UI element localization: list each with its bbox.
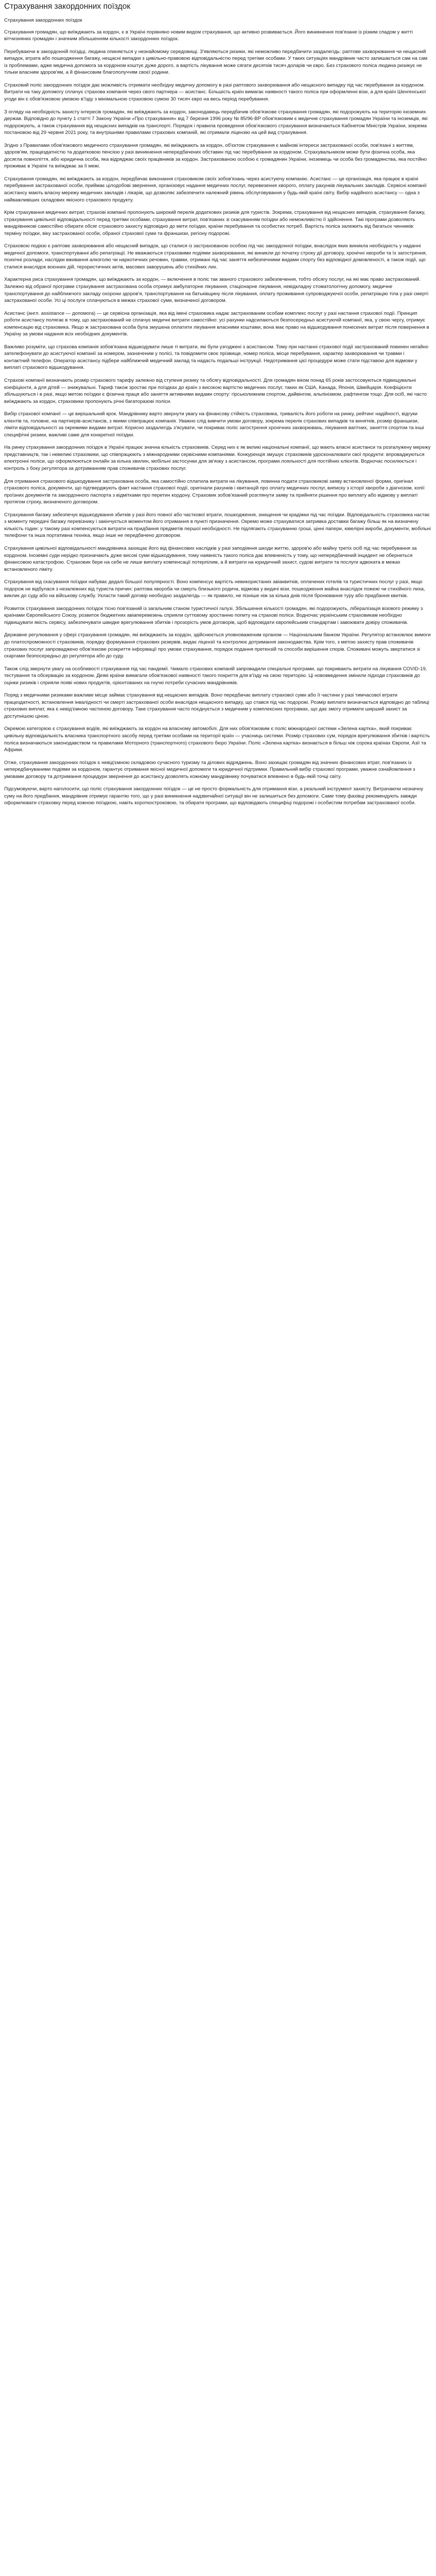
paragraph: Страхові компанії визначають розмір страхового тарифу залежно від ступеня ризику та обсягу відповідальності. Для громадян віком понад 65 років застосовуються підвищувальні коефіцієнти, а для дітей — знижувальні. Тариф також зростає при поїздках до країн з високою вартістю медичних послуг, таких як США, Канада, Японія, Швейцарія. Коефіцієнти збільшуються і в разі, якщо метою поїздки є фізична праця або заняття активними видами спорту: гірськолижним спортом, дайвінгом, альпінізмом, рафтингом тощо. Для осіб, які часто виїжджають за кордон, страховики пропонують річні багаторазові поліси. bbox=[4, 378, 427, 404]
article-body bbox=[4, 29, 431, 807]
paragraph: Перебуваючи в закордонній поїздці, людина опиняється у незнайомому середовищі. З'являються ризики, які неможливо передбачити заздалегідь: раптове захворювання чи нещасний випадок, втрата або пошкодження багажу, нещасні випадки з цивільно-правовою відповідальністю перед третіми особами. У таких ситуаціях мандрівник часто залишається сам на сам із проблемами, адже медична допомога за кордоном коштує дуже дорого, а вартість лікування може сягати десятків тисяч доларів чи євро. Без страхового поліса людина ризикує не тільки власним здоров'ям, а й фінансовим благополуччям своєї родини. bbox=[4, 48, 428, 76]
paragraph: Підсумовуючи, варто наголосити, що поліс страхування закордонних поїздок — це не просто формальність для отримання візи, а реальний інструмент захисту. Витрачаючи незначну суму на його придбання, мандрівник отримує гарантію того, що у разі виникнення надзвичайної ситуації він не залишиться без допомоги. Саме тому фахівці рекомендують завжди оформлювати страховку перед кожною поїздкою, навіть короткостроковою, та обирати програми, що відповідають специфіці подорожі і особистим потребам застрахованої особи. bbox=[4, 786, 424, 806]
subtitle: Страхування закордонних поїздок bbox=[4, 18, 82, 23]
paragraph: Поряд з медичними ризиками важливе місце займає страхування від нещасних випадків. Воно передбачає виплату страхової суми або її частини у разі тимчасової втрати працездатності, встановлення інвалідності чи смерті застрахованої особи внаслідок нещасного випадку, що стався під час подорожі. Розмір виплати визначається відповідно до таблиці страхових виплат, яка є невід'ємною частиною договору. Таке страхування часто поєднується з медичним у комплексних програмах, що дає змогу отримати ширший захист за доступнішою ціною. bbox=[4, 692, 429, 719]
paragraph: Характерна риса страхування громадян, що виїжджають за кордон, — включення в поліс так званого страхового забезпечення, тобто обсягу послуг, на які має право застрахований. Залежно від обраної програми страхування застрахована особа отримує амбулаторне лікування, стаціонарне лікування, невідкладну стоматологічну допомогу, медичне транспортування до найближчого закладу охорони здоров'я, транспортування на батьківщину після лікування, оплату проживання супроводжуючої особи, репатріацію тіла у разі смерті застрахованої особи. Усі ці послуги сплачуються в межах страхової суми, визначеної договором. bbox=[4, 277, 429, 304]
paragraph: Державне регулювання у сфері страхування громадян, які виїжджають за кордон, здійснюється уповноваженим органом — Національним банком України. Регулятор встановлює вимоги до платоспроможності страховиків, порядку формування страхових резервів, видає ліцензії та контролює дотримання законодавства. Крім того, з метою захисту прав споживачів страхових послуг запроваджено обов'язкове розкриття інформації про умови страхування, порядок подання претензій та способи вирішення спорів. Споживачі можуть звертатися зі скаргами безпосередньо до регулятора або до суду. bbox=[4, 632, 431, 659]
paragraph: Також слід звернути увагу на особливості страхування під час пандемії. Чимало страхових компаній запровадили спеціальні програми, що покривають витрати на лікування COVID-19, тестування та обсервацію за кордоном. Деякі країни вимагали обов'язкової наявності такого покриття для в'їзду на свою територію. Ці нововведення змінили підходи страховиків до оцінки ризиків і сприяли появі нових продуктів, орієнтованих на гнучкі потреби сучасних мандрівників. bbox=[4, 666, 427, 686]
paragraph: На ринку страхування закордонних поїздок в Україні працює значна кількість страховиків. Серед них є як великі національні компанії, що мають власні асистанси та розгалужену мережу представництв, так і невеликі страховики, що співпрацюють з міжнародними сервісними компаніями. Конкуренція змушує страховиків удосконалювати свої продукти: впроваджуються електронні поліси, що оформлюються онлайн за кілька хвилин, мобільні застосунки для зв'язку з асистансом, програми лояльності для постійних клієнтів. Водночас посилюється і контроль з боку регулятора за дотриманням прав споживачів страхових послуг. bbox=[4, 445, 431, 472]
paragraph: Страхування багажу забезпечує відшкодування збитків у разі його повної або часткової втрати, пошкодження, знищення чи крадіжки під час поїздки. Відповідальність страховика настає з моменту передачі багажу перевізнику і закінчується моментом його отримання в пункті призначення. Окремо може страхуватися затримка доставки багажу більш як на визначену кількість годин: у такому разі компенсуються витрати на придбання предметів першої необхідності. Не підлягають страхуванню гроші, цінні папери, ювелірні вироби, документи, мобільні телефони та інша портативна техніка, якщо інше не передбачено договором. bbox=[4, 512, 431, 539]
paragraph: Розвиток страхування закордонних поїздок тісно пов'язаний із загальним станом туристичної галузі. Збільшення кількості громадян, які подорожують, лібералізація візового режиму з країнами Європейського Союзу, розвиток бюджетних авіаперевезень сприяли суттєвому зростанню попиту на страхові поліси. Водночас українським страховикам необхідно підвищувати якість сервісу, забезпечувати швидке врегулювання збитків і прозорість умов договорів, щоб відповідати європейським стандартам і завоювати довіру споживачів. bbox=[4, 605, 423, 625]
paragraph: Страхування від скасування поїздки набуває дедалі більшої популярності. Воно компенсує вартість невикористаних авіаквитків, оплачених готелів та туристичних послуг у разі, якщо подорож не відбулася з незалежних від туриста причин: раптова хвороба чи смерть близького родича, відмова у видачі візи, пошкодження майна внаслідок пожежі чи стихійного лиха, виклик до суду або на військову службу. Укласти такий договір необхідно заздалегідь — як правило, не пізніше ніж за кілька днів після бронювання туру або придбання квитків. bbox=[4, 579, 425, 599]
paragraph: З огляду на необхідність захисту інтересів громадян, які виїжджають за кордон, законодавець передбачив обов'язкове страхування громадян, які подорожують на територію іноземних держав. Відповідно до пункту 1 статті 7 Закону України «Про страхування» від 7 березня 1996 року № 85/96-ВР обов'язковим є медичне страхування громадян України та іноземців, які подорожують, а також страхування від нещасних випадків на транспорті. Порядок і правила проведення обов'язкового страхування визначаються Кабінетом Міністрів України, зокрема постановою від 29 червня 2021 року, та внутрішніми правилами страхових компаній, які отримали ліцензію на цей вид страхування. bbox=[4, 109, 428, 136]
paragraph: Важливо розуміти, що страхова компанія зобов'язана відшкодувати лише ті витрати, які були узгоджені з асистансом. Тому при настанні страхової події застрахований повинен негайно зателефонувати до асистуючої компанії за номером, зазначеним у полісі, та повідомити своє прізвище, номер поліса, місце перебування, характер захворювання чи травми і контактний телефон. Оператор асистансу підбере найближчий медичний заклад та надасть подальші інструкції. Недотримання цієї процедури може стати підставою для відмови у виплаті страхового відшкодування. bbox=[4, 344, 429, 371]
paragraph: Отже, страхування закордонних поїздок є невід'ємною складовою сучасного туризму та ділових відряджень. Воно захищає громадян від значних фінансових втрат, пов'язаних із непередбачуваними подіями за кордоном, гарантує отримання якісної медичної допомоги та юридичної підтримки. Правильний вибір страхової програми, уважне ознайомлення з умовами договору та дотримання процедури звернення до асистансу дозволять кожному мандрівнику почуватися впевнено в будь-якій точці світу. bbox=[4, 759, 415, 779]
page-title: Страхування закордонних поїздок bbox=[4, 2, 131, 11]
paragraph: Страхування цивільної відповідальності мандрівника захищає його від фінансових наслідків у разі заподіяння шкоди життю, здоров'ю або майну третіх осіб під час перебування за кордоном. Іноземні суди нерідко призначають дуже високі суми відшкодування, тому наявність такого поліса дає впевненість у тому, що непередбачений інцидент не обернеться фінансовою катастрофою. Страховик бере на себе не лише виплату компенсації потерпілим, а й витрати на юридичний захист, судові витрати та послуги адвоката в межах встановленого ліміту. bbox=[4, 545, 417, 572]
paragraph: Для отримання страхового відшкодування застрахована особа, яка самостійно сплатила витрати на лікування, повинна подати страховикові заяву встановленої форми, оригінал страхового поліса, документи, що підтверджують факт настання страхової події, оригінали рахунків і квитанцій про оплату медичних послуг, виписку з історії хвороби з діагнозом, копії проїзних документів та закордонного паспорта з відмітками про перетин кордону. Страховик зобов'язаний розглянути заяву та прийняти рішення про виплату або відмову у виплаті протягом строку, визначеного договором. bbox=[4, 478, 425, 505]
paragraph: Вибір страхової компанії — це вирішальний крок. Мандрівнику варто звернути увагу на фінансову стійкість страховика, тривалість його роботи на ринку, рейтинг надійності, відгуки клієнтів та, головне, на партнерів-асистансів, з якими співпрацює компанія. Уважно слід вивчити умови договору, зокрема перелік страхових випадків та винятків, розмір франшизи, ліміти відповідальності за окремими видами витрат. Корисно заздалегідь з'ясувати, чи покриває поліс загострення хронічних захворювань, лікування вагітних, заняття спортом та інші специфічні ризики, важливі саме для конкретної поїздки. bbox=[4, 411, 424, 438]
paragraph: Страхування громадян, які виїжджають за кордон, передбачає виконання страховиком своїх зобов'язань через асистуючу компанію. Асистанс — це організація, яка працює в країні перебування застрахованої особи, приймає цілодобові звернення, організовує надання медичних послуг, перевезення хворого, оплату рахунків лікувальних закладів. Сервісні компанії асистансу мають власну мережу медичних закладів і лікарів, що дозволяє забезпечити належний рівень обслуговування у будь-якій країні світу. Вибір надійного асистансу — одна з найважливіших складових якісного страхового продукту. bbox=[4, 176, 427, 203]
paragraph: Страховою подією є раптове захворювання або нещасний випадок, що сталися із застрахованою особою під час закордонної поїздки, внаслідок яких виникла необхідність у наданні медичної допомоги, транспортуванні або репатріації. Не вважаються страховими подіями захворювання, які виникли до початку строку дії договору, хронічні хвороби та їх загострення, психічні розлади, наслідки вживання алкоголю чи наркотичних речовин, травми, отримані під час заняття небезпечними видами спорту без відповідної домовленості, а також події, що сталися внаслідок воєнних дій, терористичних актів, масових заворушень або стихійних лих. bbox=[4, 243, 427, 270]
paragraph: Крім страхування медичних витрат, страхові компанії пропонують широкий перелік додаткових ризиків для туристів. Зокрема, страхування від нещасних випадків, страхування багажу, страхування цивільної відповідальності перед третіми особами, страхування витрат, пов'язаних зі скасуванням поїздки або неможливістю її здійснення. Такі програми дозволяють мандрівникові самостійно обирати обсяг страхового захисту відповідно до мети поїздки, країни перебування та особистих потреб. Вартість поліса залежить від багатьох чинників: терміну поїздки, віку застрахованої особи, обраної страхової суми та франшизи, регіону подорожі. bbox=[4, 210, 426, 236]
paragraph: Страхування громадян, що виїжджають за кордон, є в Україні порівняно новим видом страхування, що активно розвивається. Його виникнення пов'язане із різким спадом у житті вітчизняних громадян і значним збільшенням кількості закордонних поїздок. bbox=[4, 29, 413, 42]
paragraph: Асистанс (англ. assistance — допомога) — це сервісна організація, яка від імені страховика надає застрахованим особам комплекс послуг у разі настання страхової події. Принцип роботи асистансу полягає в тому, що застрахований не сплачує медичні витрати самостійно: усі рахунки надсилаються безпосередньо асистуючій компанії, яка, у свою чергу, отримує компенсацію від страховика. Якщо ж застрахована особа була змушена оплатити лікування власними коштами, вона має право на відшкодування понесених витрат після повернення в Україну за умови надання всіх необхідних документів. bbox=[4, 310, 429, 337]
paragraph: Окремою категорією є страхування водіїв, які виїжджають за кордон на власному автомобілі. Для них обов'язковим є поліс міжнародної системи «Зелена картка», який покриває цивільну відповідальність власника транспортного засобу перед третіми особами на території країн — учасниць системи. Розмір страхових сум, порядок врегулювання збитків і вартість поліса визначаються законодавством та правилами Моторного (транспортного) страхового бюро України. Поліс «Зелена картка» визнається в більш ніж сорока країнах Європи, Азії та Африки. bbox=[4, 726, 430, 753]
paragraph: Згідно з Правилами обов'язкового медичного страхування громадян, які виїжджають за кордон, об'єктом страхування є майнові інтереси застрахованої особи, пов'язані з життям, здоров'ям, працездатністю та додатковою пенсією у разі виникнення непередбачених обставин під час перебування за кордоном. Страхувальником може бути фізична особа, яка досягла повноліття, або юридична особа, яка відряджає своїх працівників за кордон. Застрахованою особою є громадянин України, іноземець чи особа без громадянства, яка постійно проживає в Україні та виїжджає за її межі. bbox=[4, 142, 427, 170]
paragraph: Страховий поліс закордонних поїздок дає можливість отримати необхідну медичну допомогу в разі раптового захворювання або нещасного випадку під час перебування за кордоном. Витрати на таку допомогу сплачує страхова компанія через свого партнера — асистанс. Більшість країн вимагає наявності такого поліса при оформленні візи, а для країн Шенгенської угоди він є обов'язковою умовою в'їзду з мінімальною страховою сумою 30 тисяч євро на весь період перебування. bbox=[4, 82, 426, 102]
